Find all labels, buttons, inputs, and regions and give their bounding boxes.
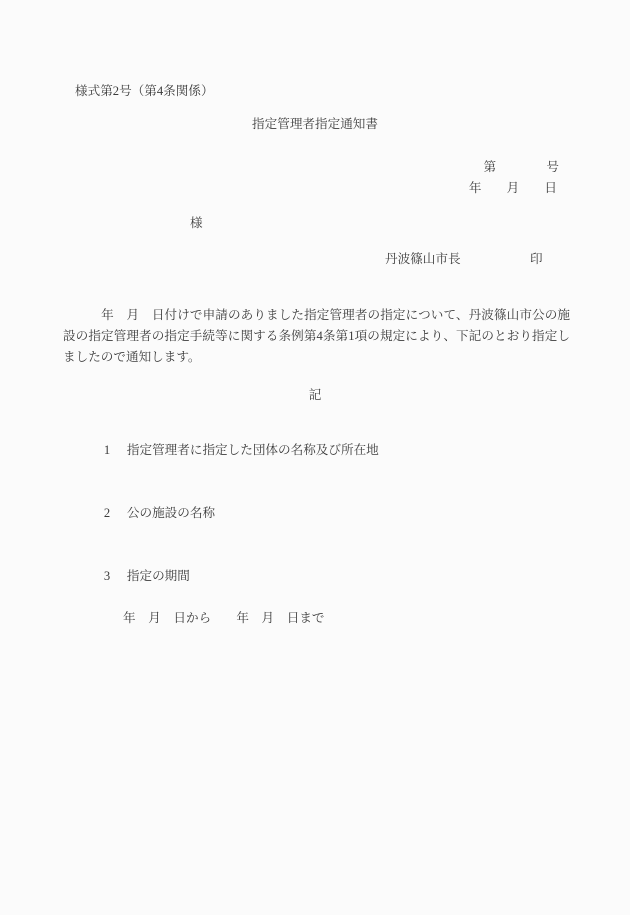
seal-mark: 印 <box>530 252 543 266</box>
list-item <box>85 545 379 608</box>
body-paragraph: 年 月 日付けで申請のありました指定管理者の指定について、丹波篠山市公の施設の指定管理者の指定手続等に関する条例第4条第1項の規定により、下記のとおり指定しましたので通知します。 <box>63 308 570 364</box>
item-text: 指定の期間 <box>126 569 190 583</box>
item-text: 指定管理者に指定した団体の名称及び所在地 <box>126 443 379 457</box>
record-label: 記 <box>308 388 322 402</box>
list-item <box>85 419 379 482</box>
form-number: 様式第2号（第4条関係） <box>75 84 214 98</box>
addressee-honorific: 様 <box>190 216 203 230</box>
record-list <box>85 419 379 629</box>
sender-name: 丹波篠山市長 <box>385 252 461 266</box>
item-number: 1 <box>103 443 111 457</box>
item-number: 3 <box>103 569 111 583</box>
item-number: 2 <box>103 506 111 520</box>
designation-period-line: 年 月 日から 年 月 日まで <box>123 611 325 625</box>
document-title: 指定管理者指定通知書 <box>252 117 378 131</box>
list-item <box>85 482 379 545</box>
date-line: 年 月 日 <box>468 181 557 195</box>
document-number-line: 第 号 <box>483 160 559 174</box>
item-text: 公の施設の名称 <box>126 506 216 520</box>
